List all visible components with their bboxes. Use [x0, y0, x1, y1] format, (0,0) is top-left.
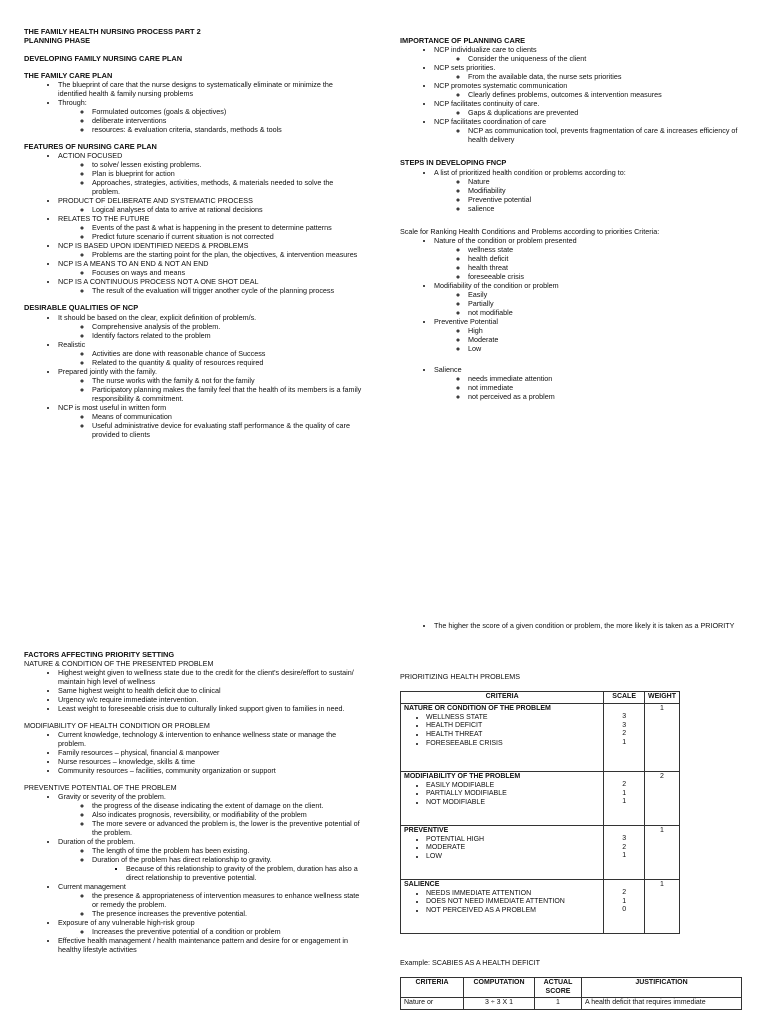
list-item: • NOT MODIFIABLE — [426, 799, 600, 808]
list-item: • WELLNESS STATE — [426, 714, 600, 723]
heading-steps-fncp: STEPS IN DEVELOPING FNCP — [400, 158, 507, 168]
sub-list-item: ◦ salience — [468, 204, 740, 213]
left-bottom-column — [24, 650, 362, 954]
sub-list-item: ◦ Identify factors related to the problem — [92, 331, 362, 340]
list-item — [434, 117, 740, 144]
sub-list-item: ◦ The presence increases the preventive potential. — [92, 909, 362, 918]
weight-cell: 1 — [645, 879, 680, 933]
list-item — [58, 151, 362, 196]
list-item — [434, 45, 740, 63]
sub-list-item: ◦ the presence & appropriateness of intervention measures to enhance wellness state or remedy the problem. — [92, 891, 362, 909]
sub-list-item: ◦ Moderate — [468, 335, 740, 344]
list-item-label: Prepared jointly with the family. — [58, 366, 157, 376]
sub-list — [58, 286, 362, 295]
sub-list-item: ◦ needs immediate attention — [468, 374, 740, 383]
sub-list — [58, 268, 362, 277]
higher-score-note — [400, 621, 740, 630]
sub-sub-list-item: ▪ Because of this relationship to gravity of the problem, duration has also a direct relationship to preventive potential. — [126, 864, 362, 882]
modifiability-heading: MODIFIABILITY OF HEALTH CONDITION OR PROBLEM — [24, 721, 210, 731]
sub-list — [58, 846, 362, 882]
list-item: • Least weight to foreseeable crisis due to culturally linked support given to families in need. — [58, 704, 362, 713]
sub-list-item: ◦ health deficit — [468, 254, 740, 263]
list-item-label: Through: — [58, 98, 87, 107]
criteria-cell — [401, 879, 604, 933]
list-item: • Current knowledge, technology & intervention to enhance wellness state or manage the problem. — [58, 730, 362, 748]
column-header: CRITERIA — [401, 692, 604, 704]
criteria-title: PREVENTIVE — [404, 826, 449, 834]
sub-list-item: ◦ Increases the preventive potential of a condition or problem — [92, 927, 362, 936]
sub-list-item: ◦ Means of communication — [92, 412, 362, 421]
modifiability-list — [24, 730, 362, 775]
sub-list — [58, 322, 362, 340]
criteria-title: MODIFIABILITY OF THE PROBLEM — [404, 772, 521, 780]
sub-list-item: ◦ Related to the quantity & quality of resources required — [92, 358, 362, 367]
scale-cell: 3 3 2 1 — [604, 703, 645, 771]
right-bottom-column — [400, 672, 742, 1010]
sub-list-item: ◦ The more severe or advanced the problem is, the lower is the preventive potential of the problem. — [92, 819, 362, 837]
desirable-list — [24, 313, 362, 439]
sub-list-item: ◦ Focuses on ways and means — [92, 268, 362, 277]
criteria-cell — [401, 771, 604, 825]
sub-list — [58, 801, 362, 837]
sub-list-item: ◦ deliberate interventions — [92, 116, 362, 125]
list-item: • HEALTH DEFICIT — [426, 722, 600, 731]
scale-intro: Scale for Ranking Health Conditions and Problems according to priorities Criteria: — [400, 226, 660, 236]
list-item-label: Modifiability of the condition or problem — [434, 280, 559, 290]
sub-list — [434, 108, 740, 117]
sub-list-item: ◦ High — [468, 326, 740, 335]
list-item: • LOW — [426, 853, 600, 862]
list-item: • FORESEEABLE CRISIS — [426, 740, 600, 749]
nature-heading: NATURE & CONDITION OF THE PRESENTED PROBLEM — [24, 659, 214, 669]
sub-list — [58, 412, 362, 439]
list-item — [58, 277, 362, 295]
table-header-row — [401, 977, 742, 998]
sub-list — [434, 90, 740, 99]
sub-list-item: ◦ From the available data, the nurse sets priorities — [468, 72, 740, 81]
sub-list-item: ◦ Gaps & duplications are prevented — [468, 108, 740, 117]
sub-list-item-label: Duration of the problem has direct relationship to gravity. — [92, 855, 272, 865]
sub-list-item: ◦ Activities are done with reasonable chance of Success — [92, 349, 362, 358]
sub-list-item: ◦ The nurse works with the family & not for the family — [92, 376, 362, 385]
list-item — [434, 317, 740, 353]
list-item: • The higher the score of a given condition or problem, the more likely it is taken as a PRIORITY — [434, 621, 740, 630]
scale-cell: 2 1 0 — [604, 879, 645, 933]
sub-list — [58, 376, 362, 403]
table-cell: 3 ÷ 3 X 1 — [464, 998, 535, 1010]
list-item — [434, 63, 740, 81]
list-item — [58, 367, 362, 403]
column-header: ACTUAL SCORE — [535, 977, 582, 998]
list-item-label: Exposure of any vulnerable high-risk group — [58, 918, 195, 928]
list-item — [434, 365, 740, 401]
sub-list — [434, 326, 740, 353]
table-cell: 1 — [535, 998, 582, 1010]
sub-list-item: ◦ Also indicates prognosis, reversibility, or modifiability of the problem — [92, 810, 362, 819]
sub-list-item: ◦ The result of the evaluation will trigger another cycle of the planning process — [92, 286, 362, 295]
list-item — [58, 98, 362, 134]
table-row — [401, 771, 680, 825]
sub-list-item: ◦ Clearly defines problems, outcomes & intervention measures — [468, 90, 740, 99]
list-item: • Nurse resources – knowledge, skills & time — [58, 757, 362, 766]
list-item: • Community resources – facilities, community organization or support — [58, 766, 362, 775]
column-header: CRITERIA — [401, 977, 464, 998]
heading-family-care-plan: THE FAMILY CARE PLAN — [24, 70, 113, 80]
example-table — [400, 977, 742, 1010]
list-item: • EASILY MODIFIABLE — [426, 782, 600, 791]
criteria-items — [404, 836, 600, 862]
features-list — [24, 151, 362, 295]
list-item-label: Gravity or severity of the problem. — [58, 792, 166, 802]
sub-list-item: ◦ The length of time the problem has been existing. — [92, 846, 362, 855]
list-item — [58, 792, 362, 837]
list-item-label: NCP promotes systematic communication — [434, 81, 568, 91]
sub-list-item: ◦ Problems are the starting point for the plan, the objectives, & intervention measures — [92, 250, 362, 259]
sub-sub-list — [92, 864, 362, 882]
sub-list-item: ◦ to solve/ lessen existing problems. — [92, 160, 362, 169]
list-item-label: Nature of the condition or problem presented — [434, 235, 577, 245]
column-header: WEIGHT — [645, 692, 680, 704]
list-item-label: NCP IS A MEANS TO AN END & NOT AN END — [58, 259, 209, 269]
list-item — [58, 340, 362, 367]
criteria-items — [404, 782, 600, 808]
list-item-label: PRODUCT OF DELIBERATE AND SYSTEMATIC PROCESS — [58, 196, 253, 206]
list-item: • The blueprint of care that the nurse designs to systematically eliminate or minimize the identified health & family nursing problems — [58, 80, 362, 98]
sub-list-item: ◦ the progress of the disease indicating the extent of damage on the client. — [92, 801, 362, 810]
criteria-cell — [401, 825, 604, 879]
list-item: • Effective health management / health maintenance pattern and desire for or engagement in healthy lifestyle activities — [58, 936, 362, 954]
list-item — [58, 313, 362, 340]
sub-list-item: ◦ Preventive potential — [468, 195, 740, 204]
list-item — [58, 403, 362, 439]
sub-list-item: ◦ Partially — [468, 299, 740, 308]
sub-list-item: ◦ Useful administrative device for evaluating staff performance & the quality of care provided to clients — [92, 421, 362, 439]
list-item-label: NCP facilitates continuity of care. — [434, 99, 540, 109]
sub-list — [434, 54, 740, 63]
note-list — [400, 621, 740, 630]
sub-list — [434, 177, 740, 213]
sub-list-item: ◦ Participatory planning makes the family feel that the health of its members is a family responsibility & commitment. — [92, 385, 362, 403]
example-title: Example: SCABIES AS A HEALTH DEFICIT — [400, 957, 541, 967]
left-top-column — [24, 27, 362, 439]
list-item-label: Preventive Potential — [434, 316, 498, 326]
list-item — [58, 918, 362, 936]
family-care-plan-list — [24, 80, 362, 134]
weight-cell: 2 — [645, 771, 680, 825]
list-item — [434, 81, 740, 99]
criteria-list — [400, 236, 740, 401]
criteria-title: SALIENCE — [404, 880, 440, 888]
list-item-label: RELATES TO THE FUTURE — [58, 214, 150, 224]
list-item-label: It should be based on the clear, explicit definition of problem/s. — [58, 312, 257, 322]
sub-list — [58, 107, 362, 134]
table-cell: A health deficit that requires immediate — [582, 998, 742, 1010]
sub-list-item: ◦ not modifiable — [468, 308, 740, 317]
table-header-row — [401, 692, 680, 704]
sub-list-item: ◦ NCP as communication tool, prevents fragmentation of care & increases efficiency of health delivery — [468, 126, 740, 144]
list-item — [58, 837, 362, 882]
sub-list — [58, 205, 362, 214]
preventive-list — [24, 792, 362, 954]
list-item — [58, 241, 362, 259]
sub-list-item: ◦ Modifiability — [468, 186, 740, 195]
sub-list-item: ◦ not immediate — [468, 383, 740, 392]
sub-list — [434, 72, 740, 81]
criteria-title: NATURE OR CONDITION OF THE PROBLEM — [404, 704, 551, 712]
list-item — [58, 259, 362, 277]
list-item — [434, 236, 740, 281]
table-row — [401, 703, 680, 771]
column-header: JUSTIFICATION — [582, 977, 742, 998]
criteria-cell — [401, 703, 604, 771]
list-item-label: NCP sets priorities. — [434, 63, 496, 73]
doc-title: THE FAMILY HEALTH NURSING PROCESS PART 2 — [24, 27, 201, 36]
list-item: • Family resources – physical, financial & manpower — [58, 748, 362, 757]
list-item — [434, 168, 740, 213]
right-top-column — [400, 36, 740, 401]
list-item: • DOES NOT NEED IMMEDIATE ATTENTION — [426, 898, 600, 907]
list-item: • PARTIALLY MODIFIABLE — [426, 790, 600, 799]
weight-cell: 1 — [645, 825, 680, 879]
table-row — [401, 879, 680, 933]
table-row — [401, 998, 742, 1010]
sub-list — [58, 160, 362, 196]
nature-list — [24, 668, 362, 713]
heading-importance: IMPORTANCE OF PLANNING CARE — [400, 36, 526, 45]
sub-list-item: ◦ Predict future scenario if current situation is not corrected — [92, 232, 362, 241]
list-item: • Same highest weight to health deficit due to clinical — [58, 686, 362, 695]
sub-list-item: ◦ Approaches, strategies, activities, methods, & materials needed to solve the problem. — [92, 178, 362, 196]
sub-list — [434, 290, 740, 317]
scale-cell: 3 2 1 — [604, 825, 645, 879]
list-item-label: Current management — [58, 882, 126, 892]
sub-list-item: ◦ Low — [468, 344, 740, 353]
prioritizing-table — [400, 691, 680, 934]
list-item-label: NCP IS BASED UPON IDENTIFIED NEEDS & PROBLEMS — [58, 241, 249, 251]
list-item-label: Salience — [434, 364, 462, 374]
sub-list-item: ◦ Plan is blueprint for action — [92, 169, 362, 178]
table-cell: Nature or — [401, 998, 464, 1010]
prioritizing-title: PRIORITIZING HEALTH PROBLEMS — [400, 672, 521, 681]
sub-list — [58, 891, 362, 918]
steps-list — [400, 168, 740, 213]
sub-list-item: ◦ Consider the uniqueness of the client — [468, 54, 740, 63]
sub-list-item: ◦ Formulated outcomes (goals & objectives) — [92, 107, 362, 116]
sub-list-item: ◦ Logical analyses of data to arrive at rational decisions — [92, 205, 362, 214]
sub-list-item: ◦ Easily — [468, 290, 740, 299]
sub-list-item: ◦ resources: & evaluation criteria, standards, methods & tools — [92, 125, 362, 134]
list-item: • NOT PERCEIVED AS A PROBLEM — [426, 907, 600, 916]
column-header: COMPUTATION — [464, 977, 535, 998]
criteria-items — [404, 714, 600, 749]
list-item — [58, 196, 362, 214]
heading-features-ncp: FEATURES OF NURSING CARE PLAN — [24, 142, 157, 151]
sub-list — [58, 349, 362, 367]
heading-developing-fncp: DEVELOPING FAMILY NURSING CARE PLAN — [24, 53, 183, 63]
list-item: • Urgency w/c require immediate intervention. — [58, 695, 362, 704]
table-row — [401, 825, 680, 879]
sub-list — [434, 245, 740, 281]
sub-list-item — [92, 855, 362, 882]
list-item: • POTENTIAL HIGH — [426, 836, 600, 845]
list-item — [434, 281, 740, 317]
heading-factors-priority: FACTORS AFFECTING PRIORITY SETTING — [24, 650, 175, 659]
preventive-heading: PREVENTIVE POTENTIAL OF THE PROBLEM — [24, 783, 177, 793]
column-header: SCALE — [604, 692, 645, 704]
sub-list-item: ◦ Nature — [468, 177, 740, 186]
importance-list — [400, 45, 740, 144]
weight-cell: 1 — [645, 703, 680, 771]
sub-list-item: ◦ health threat — [468, 263, 740, 272]
list-item-label: Duration of the problem. — [58, 837, 136, 847]
criteria-items — [404, 890, 600, 916]
sub-list — [58, 927, 362, 936]
list-item — [434, 99, 740, 117]
sub-list-item: ◦ Comprehensive analysis of the problem. — [92, 322, 362, 331]
list-item-label: NCP individualize care to clients — [434, 45, 537, 55]
scale-cell: 2 1 1 — [604, 771, 645, 825]
sub-list — [58, 250, 362, 259]
sub-list — [58, 223, 362, 241]
list-item-label: ACTION FOCUSED — [58, 151, 123, 161]
doc-subtitle: PLANNING PHASE — [24, 36, 91, 46]
heading-desirable-qualities: DESIRABLE QUALITIES OF NCP — [24, 303, 139, 313]
list-item — [58, 214, 362, 241]
sub-list-item: ◦ Events of the past & what is happening in the present to determine patterns — [92, 223, 362, 232]
list-item — [58, 882, 362, 918]
sub-list-item: ◦ not perceived as a problem — [468, 392, 740, 401]
sub-list-item: ◦ wellness state — [468, 245, 740, 254]
sub-list — [434, 374, 740, 401]
list-item-label: NCP is most useful in written form — [58, 402, 167, 412]
list-item: • NEEDS IMMEDIATE ATTENTION — [426, 890, 600, 899]
list-item-label: A list of prioritized health condition or problems according to: — [434, 167, 626, 177]
list-item: • Highest weight given to wellness state due to the credit for the client's desire/effort to sustain/ maintain high level of wellness — [58, 668, 362, 686]
list-item-label: NCP IS A CONTINUOUS PROCESS NOT A ONE SHOT DEAL — [58, 277, 259, 287]
list-item: • MODERATE — [426, 844, 600, 853]
list-item-label: Realistic — [58, 339, 86, 349]
sub-list — [434, 126, 740, 144]
list-item: • HEALTH THREAT — [426, 731, 600, 740]
list-item-label: NCP facilitates coordination of care — [434, 117, 547, 127]
sub-list-item: ◦ foreseeable crisis — [468, 272, 740, 281]
